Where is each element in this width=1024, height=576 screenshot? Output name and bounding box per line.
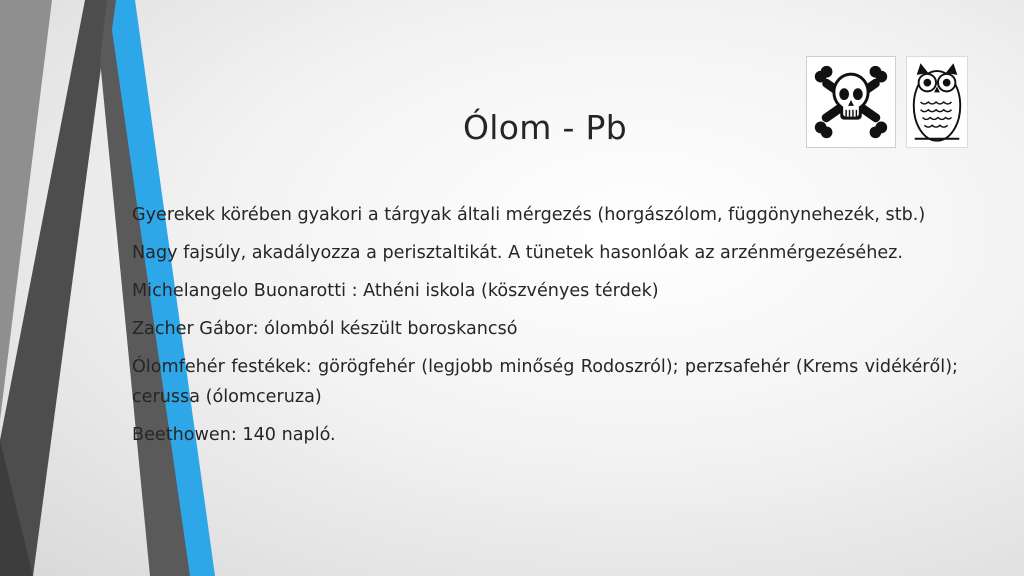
skull-and-crossbones-icon xyxy=(807,57,895,147)
bullet-list xyxy=(132,200,958,458)
skull-crossbones-image xyxy=(806,56,896,148)
owl-image xyxy=(906,56,968,148)
bullet-item: Michelangelo Buonarotti : Athéni iskola (köszvényes térdek) xyxy=(132,281,659,301)
bullet-item: Beethowen: 140 napló. xyxy=(132,425,336,445)
slide-title: Ólom - Pb xyxy=(463,108,627,147)
bullet-item: Zacher Gábor: ólomból készült boroskancsó xyxy=(132,319,518,339)
owl-icon xyxy=(907,57,967,147)
bullet-item: Nagy fajsúly, akadályozza a perisztaltikát. A tünetek hasonlóak az arzénmérgezéséhez. xyxy=(132,243,904,263)
bullet-item: Gyerekek körében gyakori a tárgyak általi mérgezés (horgászólom, függönynehezék, stb.) xyxy=(132,205,926,225)
bullet-item: Ólomfehér festékek: görögfehér (legjobb minőség Rodoszról); perzsafehér (Krems vidékéről); cerussa (ólomceruza) xyxy=(132,357,958,407)
